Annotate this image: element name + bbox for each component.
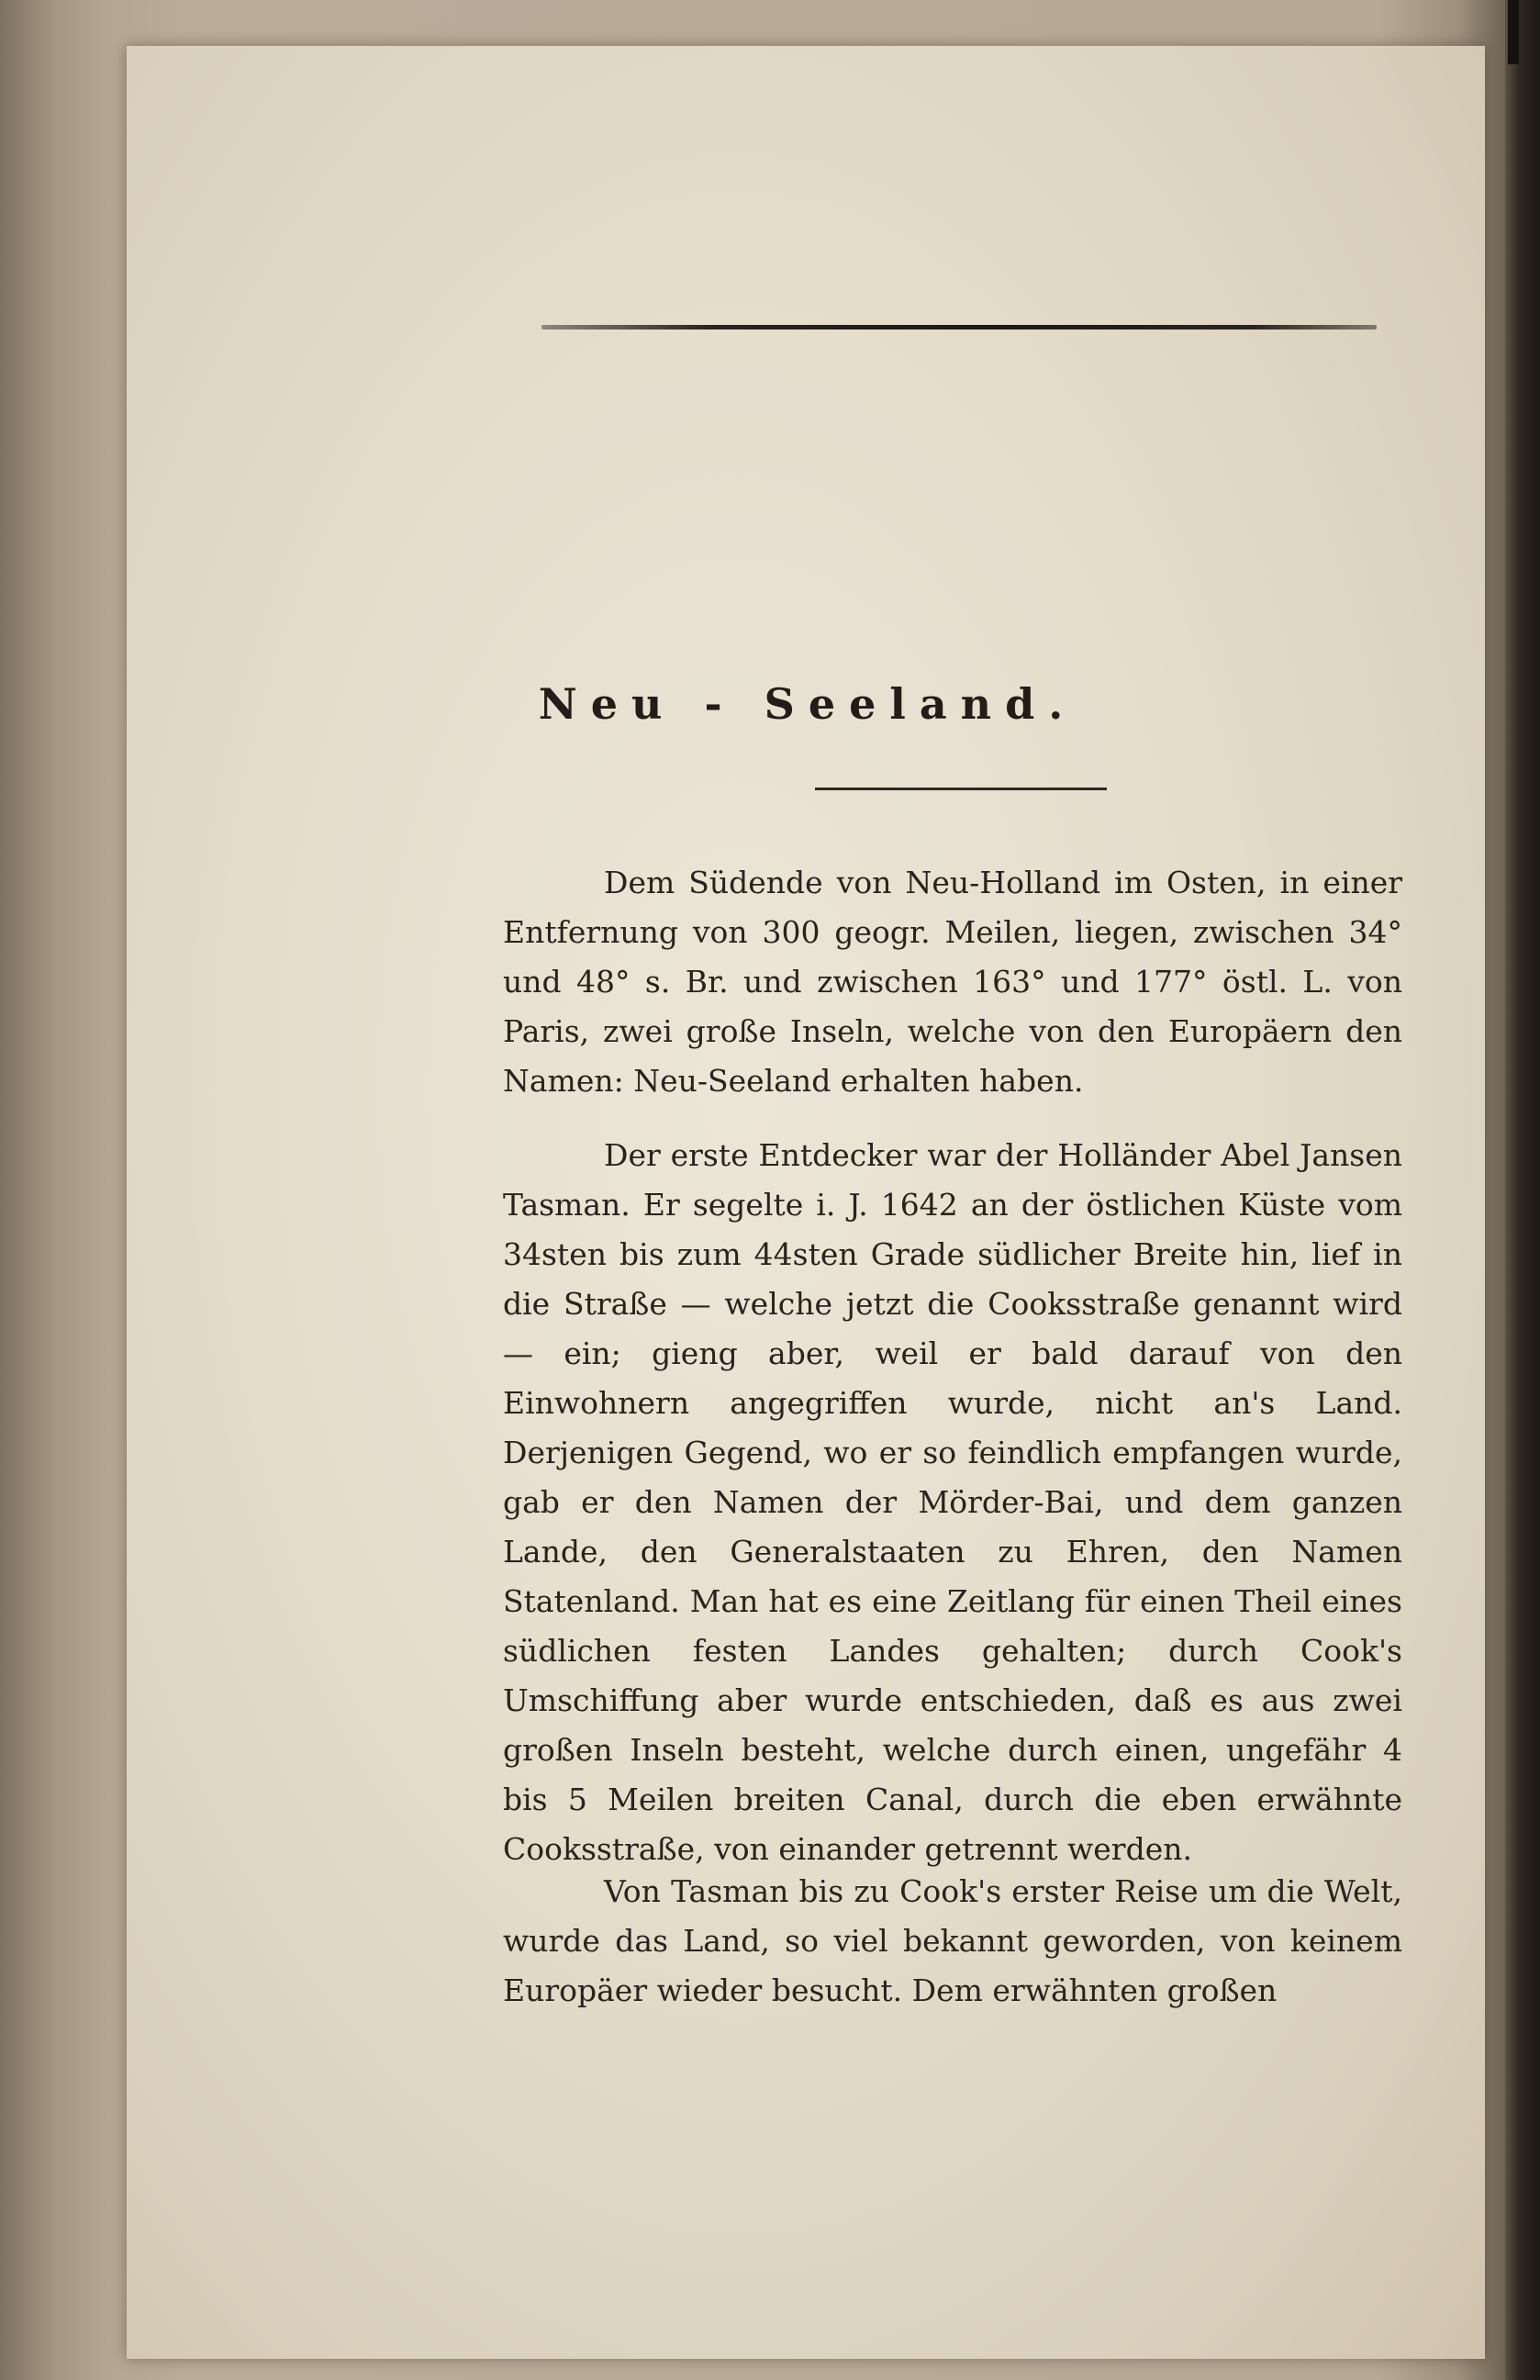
book-spine — [1505, 0, 1540, 2380]
title-rule — [815, 788, 1107, 790]
paragraph-1: Dem Südende von Neu-Holland im Osten, in einer Entfernung von 300 geogr. Meilen, liegen, zwischen 34° und 48° s. Br. und zwischen 163° und 177° östl. L. von Paris, zwei große Inseln, welche von den Europäern den Namen: Neu-Seeland erhalten haben. — [503, 865, 1402, 1099]
page-title: Neu - Seeland. — [538, 679, 1077, 729]
header-rule — [541, 325, 1377, 330]
paragraph-2: Der erste Entdecker war der Holländer Abel Jansen Tasman. Er segelte i. J. 1642 an der östlichen Küste vom 34sten bis zum 44sten Grade südlicher Breite hin, lief in die Straße — welche jetzt die Cooksstraße genannt wird — ein; gieng aber, weil er bald darauf von den Einwohnern angegriffen wurde, nicht an's Land. Derjenigen Gegend, wo er so feindlich empfangen wurde, gab er den Namen der Mörder-Bai, und dem ganzen Lande, den Generalstaaten zu Ehren, den Namen Statenland. Man hat es eine Zeitlang für einen Theil eines südlichen festen Landes gehalten; durch Cook's Umschiffung aber wurde entschieden, daß es aus zwei großen Inseln besteht, welche durch einen, ungefähr 4 bis 5 Meilen breiten Canal, durch die eben erwähnte Cooksstraße, von einander getrennt werden. — [503, 1137, 1402, 1867]
paragraph-3: Von Tasman bis zu Cook's erster Reise um die Welt, wurde das Land, so viel bekannt geworden, von keinem Europäer wieder besucht. Dem erwähnten großen — [503, 1873, 1402, 2008]
spine-mark — [1508, 0, 1519, 64]
